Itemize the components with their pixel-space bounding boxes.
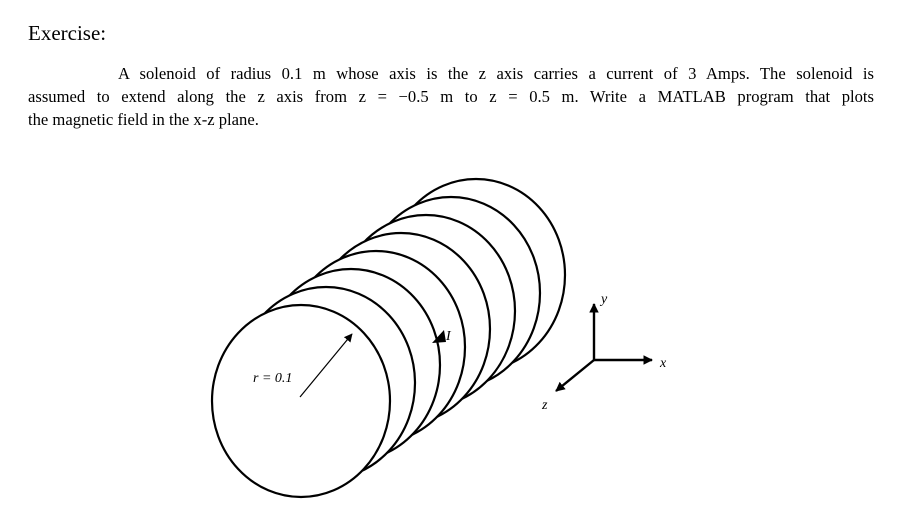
coil-loop-1: [212, 305, 390, 497]
z-axis-arrow: [556, 360, 594, 391]
y-axis-label: y: [601, 292, 608, 307]
x-axis-label: x: [660, 356, 667, 371]
statement-line-3: the magnetic field in the x-z plane.: [28, 110, 259, 129]
radius-label: r = 0.1: [253, 371, 293, 386]
exercise-heading: Exercise:: [28, 21, 107, 45]
statement-line-1: A solenoid of radius 0.1 m whose axis is the z axis carries a current of 3 Amps. The solenoid is: [118, 64, 874, 83]
statement-line-2: assumed to extend along the z axis from z = −0.5 m to z = 0.5 m. Write a MATLAB program that plots: [28, 87, 874, 106]
current-label: I: [446, 329, 451, 344]
solenoid-coils: [212, 179, 565, 497]
z-axis-label: z: [542, 398, 548, 413]
